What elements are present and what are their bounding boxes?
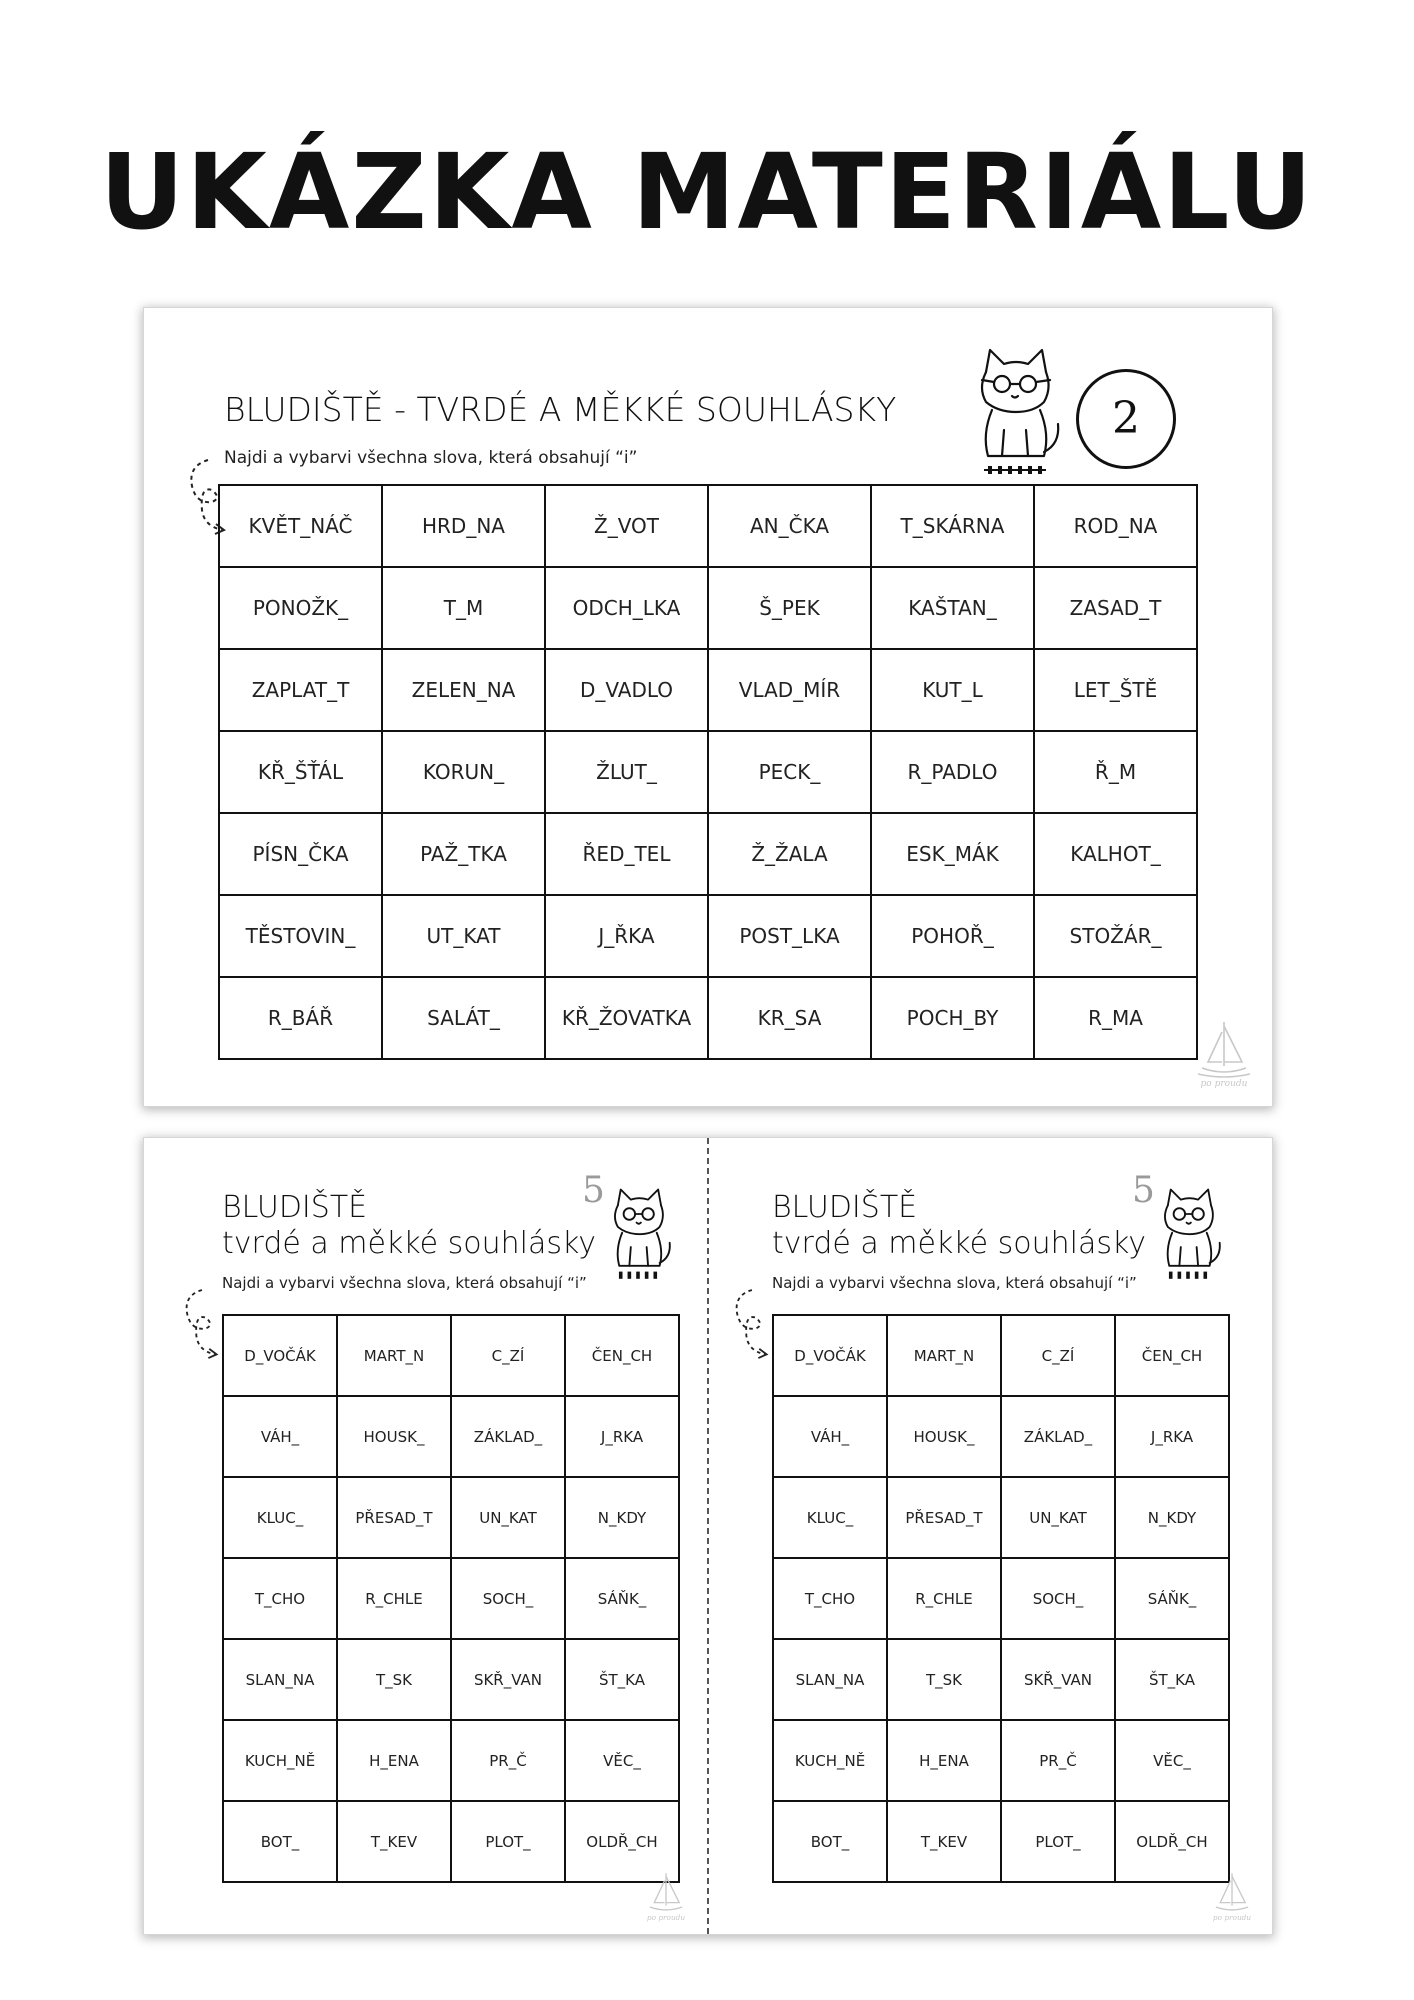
sailboat-logo-icon <box>1210 1868 1254 1924</box>
worksheet-heading: BLUDIŠTĚ - TVRDÉ A MĚKKÉ SOUHLÁSKY <box>224 390 897 429</box>
logo-text: po proudu <box>646 1913 686 1923</box>
grid-cell[interactable]: ZASAD_T <box>1034 567 1197 649</box>
worksheet-heading-line1: BLUDIŠTĚ <box>772 1190 918 1225</box>
grid-cell[interactable]: PONOŽK_ <box>219 567 382 649</box>
grid-cell[interactable]: VÁH_ <box>773 1396 887 1477</box>
word-grid-body <box>219 485 1197 1059</box>
grid-cell[interactable]: Š_PEK <box>708 567 871 649</box>
grid-row <box>773 1801 1229 1882</box>
grid-cell[interactable]: H_ENA <box>337 1720 451 1801</box>
grid-cell[interactable]: POST_LKA <box>708 895 871 977</box>
sailboat-logo-icon <box>1194 1018 1254 1088</box>
grid-cell[interactable]: TĚSTOVIN_ <box>219 895 382 977</box>
grid-cell[interactable]: ODCH_LKA <box>545 567 708 649</box>
grid-cell[interactable]: SÁŇK_ <box>565 1558 679 1639</box>
grid-cell[interactable]: Ž_VOT <box>545 485 708 567</box>
grid-cell[interactable]: N_KDY <box>565 1477 679 1558</box>
grid-cell[interactable]: AN_ČKA <box>708 485 871 567</box>
grid-cell[interactable]: KUCH_NĚ <box>223 1720 337 1801</box>
grid-cell[interactable]: SOCH_ <box>1001 1558 1115 1639</box>
grid-cell[interactable]: C_ZÍ <box>1001 1315 1115 1396</box>
cut-line-divider <box>707 1138 709 1934</box>
grid-cell[interactable]: ZELEN_NA <box>382 649 545 731</box>
grid-cell[interactable]: J_RKA <box>1115 1396 1229 1477</box>
grid-cell[interactable]: T_SKÁRNA <box>871 485 1034 567</box>
grid-cell[interactable]: J_RKA <box>565 1396 679 1477</box>
grid-cell[interactable]: PLOT_ <box>1001 1801 1115 1882</box>
cat-with-glasses-icon <box>602 1182 674 1282</box>
grid-row <box>773 1639 1229 1720</box>
grid-cell[interactable]: T_SK <box>887 1639 1001 1720</box>
grid-row <box>219 731 1197 813</box>
dashed-curly-arrow-icon <box>728 1284 774 1364</box>
grid-cell[interactable]: KALHOT_ <box>1034 813 1197 895</box>
grid-cell[interactable]: SÁŇK_ <box>1115 1558 1229 1639</box>
grid-cell[interactable]: UT_KAT <box>382 895 545 977</box>
grid-row <box>773 1477 1229 1558</box>
sailboat-logo-icon <box>644 1868 688 1924</box>
grid-cell[interactable]: PR_Č <box>1001 1720 1115 1801</box>
grid-cell[interactable]: ČEN_CH <box>565 1315 679 1396</box>
grid-cell[interactable]: SKŘ_VAN <box>1001 1639 1115 1720</box>
worksheet-instruction: Najdi a vybarvi všechna slova, která obsahují “i” <box>222 1274 587 1292</box>
grid-cell[interactable]: MART_N <box>337 1315 451 1396</box>
grid-row <box>223 1801 679 1882</box>
grid-row <box>223 1396 679 1477</box>
logo-text: po proudu <box>1212 1913 1252 1923</box>
grid-cell[interactable]: HRD_NA <box>382 485 545 567</box>
grid-cell[interactable]: SLAN_NA <box>223 1639 337 1720</box>
grid-cell[interactable]: ZÁKLAD_ <box>1001 1396 1115 1477</box>
word-grid <box>218 484 1198 1060</box>
cat-with-glasses-icon <box>964 344 1064 474</box>
grid-cell[interactable]: KŘ_ŠŤÁL <box>219 731 382 813</box>
worksheet-heading-line1: BLUDIŠTĚ <box>222 1190 368 1225</box>
grid-cell[interactable]: Ž_ŽALA <box>708 813 871 895</box>
grid-cell[interactable]: VĚC_ <box>565 1720 679 1801</box>
grid-cell[interactable]: LET_ŠTĚ <box>1034 649 1197 731</box>
grid-cell[interactable]: ESK_MÁK <box>871 813 1034 895</box>
grid-cell[interactable]: ČEN_CH <box>1115 1315 1229 1396</box>
grid-cell[interactable]: UN_KAT <box>1001 1477 1115 1558</box>
grid-row <box>773 1315 1229 1396</box>
grid-cell[interactable]: UN_KAT <box>451 1477 565 1558</box>
grid-cell[interactable]: R_MA <box>1034 977 1197 1059</box>
word-grid <box>222 1314 680 1883</box>
grid-cell[interactable]: Ř_M <box>1034 731 1197 813</box>
grid-cell[interactable]: VLAD_MÍR <box>708 649 871 731</box>
cat-with-glasses-icon <box>1152 1182 1224 1282</box>
grid-cell[interactable]: ZÁKLAD_ <box>451 1396 565 1477</box>
grid-cell[interactable]: PŘESAD_T <box>337 1477 451 1558</box>
grid-cell[interactable]: H_ENA <box>887 1720 1001 1801</box>
logo-text: po proudu <box>1200 1079 1248 1088</box>
grid-cell[interactable]: SALÁT_ <box>382 977 545 1059</box>
grid-row <box>219 649 1197 731</box>
grid-row <box>223 1639 679 1720</box>
grid-cell[interactable]: T_CHO <box>773 1558 887 1639</box>
worksheet-instruction: Najdi a vybarvi všechna slova, která obsahují “i” <box>224 448 638 468</box>
worksheet-bottom <box>144 1138 1272 1934</box>
grid-cell[interactable]: VĚC_ <box>1115 1720 1229 1801</box>
grid-cell[interactable]: KLUC_ <box>773 1477 887 1558</box>
grid-cell[interactable]: R_BÁŘ <box>219 977 382 1059</box>
grid-cell[interactable]: D_VOČÁK <box>773 1315 887 1396</box>
grid-row <box>773 1720 1229 1801</box>
grid-cell[interactable]: R_CHLE <box>337 1558 451 1639</box>
grid-cell[interactable]: PÍSN_ČKA <box>219 813 382 895</box>
grid-cell[interactable]: PR_Č <box>451 1720 565 1801</box>
grid-cell[interactable]: ŠT_KA <box>1115 1639 1229 1720</box>
grid-cell[interactable]: T_KEV <box>887 1801 1001 1882</box>
grid-row <box>223 1720 679 1801</box>
worksheet-instruction: Najdi a vybarvi všechna slova, která obsahují “i” <box>772 1274 1137 1292</box>
grid-cell[interactable]: OLDŘ_CH <box>565 1801 679 1882</box>
grid-cell[interactable]: POHOŘ_ <box>871 895 1034 977</box>
worksheet-top <box>144 308 1272 1106</box>
grid-cell[interactable]: KUCH_NĚ <box>773 1720 887 1801</box>
grid-row <box>223 1315 679 1396</box>
word-grid-body-right <box>773 1315 1229 1882</box>
grid-cell[interactable]: T_M <box>382 567 545 649</box>
grid-cell[interactable]: PŘESAD_T <box>887 1477 1001 1558</box>
grid-cell[interactable]: T_CHO <box>223 1558 337 1639</box>
grid-row <box>219 813 1197 895</box>
grid-cell[interactable]: ŠT_KA <box>565 1639 679 1720</box>
grid-cell[interactable]: PLOT_ <box>451 1801 565 1882</box>
grid-cell[interactable]: J_ŘKA <box>545 895 708 977</box>
grid-cell[interactable]: C_ZÍ <box>451 1315 565 1396</box>
grid-cell[interactable]: N_KDY <box>1115 1477 1229 1558</box>
grid-cell[interactable]: D_VADLO <box>545 649 708 731</box>
grid-cell[interactable]: R_PADLO <box>871 731 1034 813</box>
grid-cell[interactable]: SLAN_NA <box>773 1639 887 1720</box>
grid-cell[interactable]: KR_SA <box>708 977 871 1059</box>
word-grid-body-left <box>223 1315 679 1882</box>
worksheet-number: 5 <box>582 1170 605 1211</box>
worksheet-heading-line2: tvrdé a měkké souhlásky <box>222 1226 597 1261</box>
grid-row <box>773 1558 1229 1639</box>
page-title: UKÁZKA MATERIÁLU <box>99 131 1315 253</box>
grid-row <box>219 485 1197 567</box>
grid-cell[interactable]: KORUN_ <box>382 731 545 813</box>
grid-cell[interactable]: MART_N <box>887 1315 1001 1396</box>
worksheet-heading-line2: tvrdé a měkké souhlásky <box>772 1226 1147 1261</box>
grid-cell[interactable]: OLDŘ_CH <box>1115 1801 1229 1882</box>
dashed-curly-arrow-icon <box>178 1284 224 1364</box>
grid-cell[interactable]: KAŠTAN_ <box>871 567 1034 649</box>
grid-cell[interactable]: POCH_BY <box>871 977 1034 1059</box>
grid-cell[interactable]: R_CHLE <box>887 1558 1001 1639</box>
grid-cell[interactable]: PECK_ <box>708 731 871 813</box>
grid-cell[interactable]: VÁH_ <box>223 1396 337 1477</box>
grid-cell[interactable]: HOUSK_ <box>337 1396 451 1477</box>
grid-cell[interactable]: BOT_ <box>223 1801 337 1882</box>
grid-cell[interactable]: SOCH_ <box>451 1558 565 1639</box>
grid-cell[interactable]: KVĚT_NÁČ <box>219 485 382 567</box>
grid-cell[interactable]: ŽLUT_ <box>545 731 708 813</box>
grid-cell[interactable]: ZAPLAT_T <box>219 649 382 731</box>
grid-cell[interactable]: ROD_NA <box>1034 485 1197 567</box>
grid-row <box>223 1558 679 1639</box>
grid-row <box>219 895 1197 977</box>
grid-cell[interactable]: HOUSK_ <box>887 1396 1001 1477</box>
grid-cell[interactable]: KUT_L <box>871 649 1034 731</box>
grid-row <box>773 1396 1229 1477</box>
grid-cell[interactable]: STOŽÁR_ <box>1034 895 1197 977</box>
grid-cell[interactable]: T_KEV <box>337 1801 451 1882</box>
grid-cell[interactable]: ŘED_TEL <box>545 813 708 895</box>
worksheet-number: 5 <box>1132 1170 1155 1211</box>
grid-cell[interactable]: KLUC_ <box>223 1477 337 1558</box>
grid-cell[interactable]: T_SK <box>337 1639 451 1720</box>
worksheet-number-badge: 2 <box>1076 369 1176 469</box>
grid-row <box>219 567 1197 649</box>
grid-cell[interactable]: D_VOČÁK <box>223 1315 337 1396</box>
grid-row <box>223 1477 679 1558</box>
grid-cell[interactable]: BOT_ <box>773 1801 887 1882</box>
grid-cell[interactable]: PAŽ_TKA <box>382 813 545 895</box>
word-grid <box>772 1314 1230 1883</box>
grid-cell[interactable]: KŘ_ŽOVATKA <box>545 977 708 1059</box>
grid-cell[interactable]: SKŘ_VAN <box>451 1639 565 1720</box>
grid-row <box>219 977 1197 1059</box>
